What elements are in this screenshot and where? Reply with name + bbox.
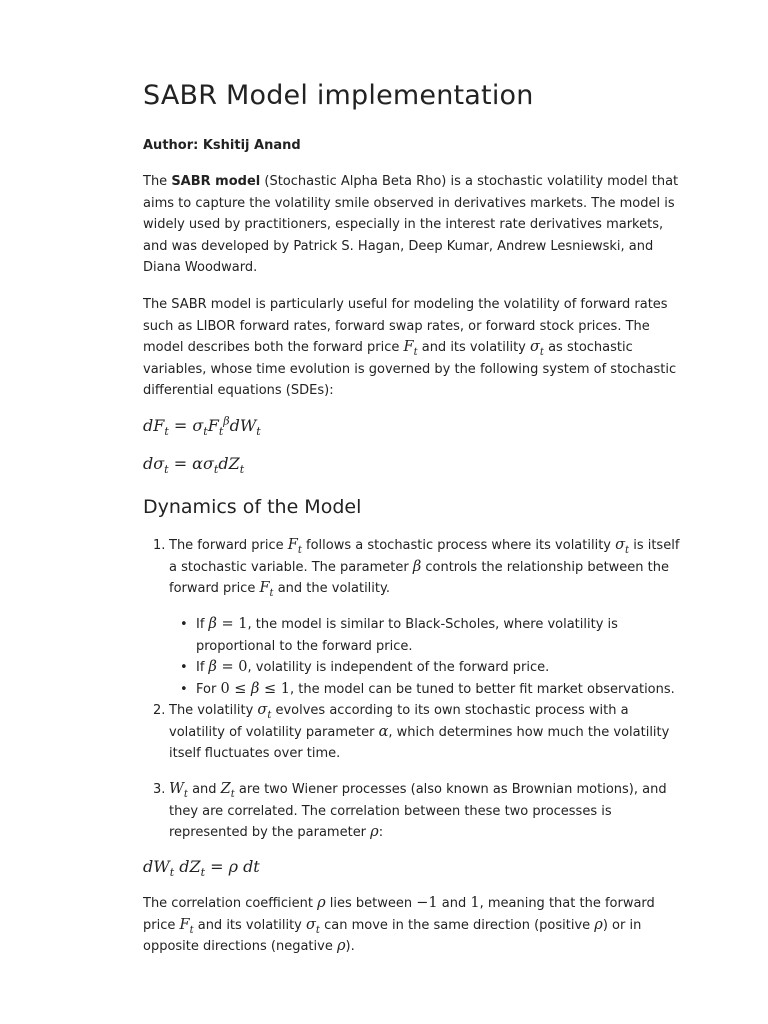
equation-forward-sde: $dF_t = \sigma_tF_t^\beta dW_t$: [143, 414, 261, 439]
page-title: SABR Model implementation: [143, 80, 534, 111]
math-volatility: $\sigma_t$: [530, 339, 544, 359]
equation-volatility-sde: $d\sigma_t = \alpha\sigma_tdZ_t$: [143, 454, 245, 477]
intro-paragraph-1: The SABR model (Stochastic Alpha Beta Rho) is a stochastic volatility model that aims to capture the volatility smile observed in derivatives markets. The model is widely used by practitioners, especially in the interest rate derivatives markets, and was developed by Patrick S. Hagan, Deep Kumar, Andrew Lesniewski, and Diana Woodward.: [143, 174, 679, 276]
closing-paragraph: The correlation coefficient ρ lies between −1 and 1, meaning that the forward price $F_t$ and its volatility $\sigma_t$ can move in the same direction (positive ρ) or in opposite directions (negative ρ).: [143, 895, 655, 955]
intro-paragraph-2: The SABR model is particularly useful for modeling the volatility of forward rates such as LIBOR forward rates, forward swap rates, or forward stock prices. The model describes both the forward price $F_t$ and its volatility $\sigma_t$ as stochastic variables, whose time evolution is governed by the following system of stochastic differential equations (SDEs):: [143, 297, 677, 399]
list-item-1: 1. The forward price $F_t$ follows a stochastic process where its volatility $\sigma_t$ is itself a stochastic variable. The parameter β controls the relationship between the forward price $F_t$ and the volatility.: [153, 537, 680, 600]
list-item-2: 2. The volatility $\sigma_t$ evolves according to its own stochastic process with a volatility of volatility parameter α, which determines how much the volatility itself fluctuates over time.: [153, 702, 670, 762]
math-forward-price: $F_t$: [403, 339, 418, 359]
sub-list-item-beta-zero: • If β = 0, volatility is independent of the forward price.: [180, 659, 550, 675]
equation-correlation: $dW_t$ $dZ_t = \rho$ dt: [143, 857, 260, 880]
model-name-bold: SABR model: [171, 174, 261, 189]
sub-list-item-beta-range: • For 0 ≤ β ≤ 1, the model can be tuned to better fit market observations.: [180, 681, 675, 697]
sub-list-item-beta-one: • If β = 1, the model is similar to Black-Scholes, where volatility is proportional to the forward price.: [180, 616, 618, 654]
section-heading: Dynamics of the Model: [143, 496, 362, 518]
list-item-3: 3. $W_t$ and $Z_t$ are two Wiener processes (also known as Brownian motions), and they are correlated. The correlation between these two processes is represented by the parameter ρ:: [153, 781, 667, 841]
author-line: Author: Kshitij Anand: [143, 138, 301, 153]
